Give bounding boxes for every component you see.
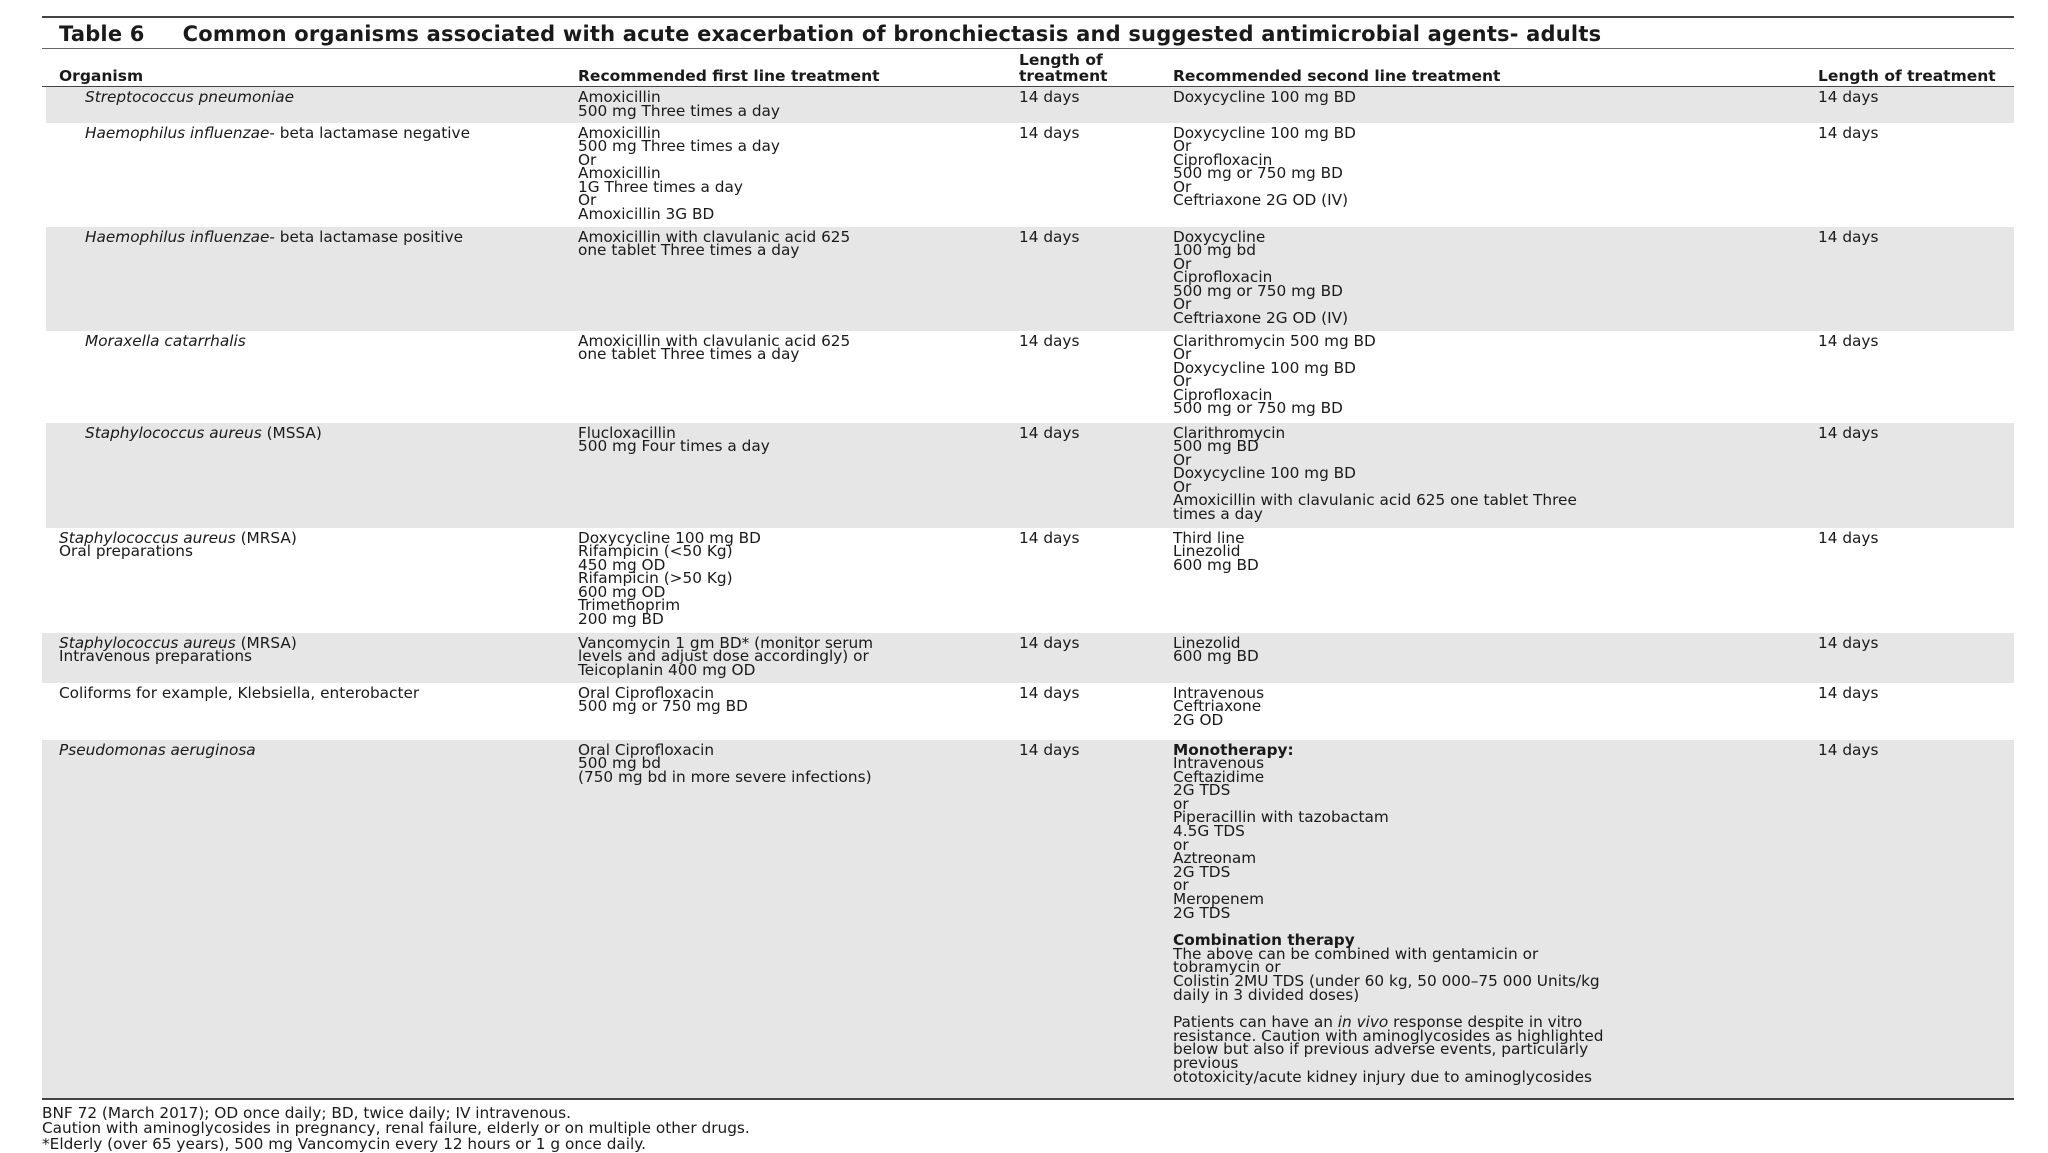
first-line-text: levels and adjust dose accordingly) or — [578, 647, 869, 666]
length-cell: 14 days — [1015, 528, 1169, 633]
second-line-text: Amoxicillin with clavulanic acid 625 one tablet Three — [1173, 491, 1577, 510]
second-line-text: Ciprofloxacin — [1173, 268, 1273, 287]
organism-cell — [42, 87, 574, 123]
organism-cell — [42, 123, 574, 227]
second-line-text: 500 mg or 750 mg BD — [1173, 164, 1343, 183]
second-line-text: Linezolid — [1173, 542, 1241, 561]
table-footnotes — [42, 1100, 2014, 1153]
organism-name: Haemophilus influenzae — [85, 227, 270, 246]
second-line-text: Aztreonam — [1173, 849, 1257, 868]
first-line-text: 500 mg Three times a day — [578, 101, 780, 120]
second-line-text: Doxycycline 100 mg BD — [1173, 123, 1356, 142]
second-line-cell — [1169, 331, 1814, 423]
second-line-text: Intravenous — [1173, 683, 1265, 702]
second-line-text: Intravenous — [1173, 754, 1265, 773]
length-cell: 14 days — [1814, 633, 2014, 683]
organism-name: Staphylococcus aureus — [59, 633, 236, 652]
first-line-text: Amoxicillin with clavulanic acid 625 — [578, 331, 851, 350]
second-line-text: Or — [1173, 372, 1192, 391]
table-row — [42, 633, 2014, 683]
organism-qualifier: (MSSA) — [261, 423, 322, 442]
second-line-text: 2G TDS — [1173, 903, 1231, 922]
first-line-text: Or — [578, 150, 597, 169]
table-caption — [42, 16, 2014, 49]
organism-name: Staphylococcus aureus — [59, 528, 236, 547]
first-line-text: Doxycycline 100 mg BD — [578, 528, 761, 547]
first-line-text: one tablet Three times a day — [578, 345, 800, 364]
second-line-text: Meropenem — [1173, 890, 1265, 909]
organism-subtitle: Oral preparations — [59, 542, 193, 561]
second-line-text: Ceftriaxone 2G OD (IV) — [1173, 309, 1349, 328]
first-line-text: (750 mg bd in more severe infections) — [578, 767, 872, 786]
second-line-text: Or — [1173, 177, 1192, 196]
footnote: Caution with aminoglycosides in pregnancy, renal failure, elderly or on multiple other drugs. — [42, 1119, 750, 1137]
second-line-text: 500 mg or 750 mg BD — [1173, 399, 1343, 418]
table-number: Table 6 — [59, 22, 145, 46]
second-line-text: or — [1173, 835, 1189, 854]
table-row — [42, 87, 2014, 123]
first-line-text: Vancomycin 1 gm BD* (monitor serum — [578, 633, 874, 652]
organism-qualifier: - beta lactamase negative — [269, 123, 470, 142]
first-line-text: Oral Ciprofloxacin — [578, 683, 715, 702]
second-line-text: Ceftriaxone — [1173, 697, 1262, 716]
first-line-text: Rifampicin (<50 Kg) — [578, 542, 733, 561]
organism-name: Pseudomonas aeruginosa — [59, 740, 256, 759]
first-line-cell — [574, 331, 1015, 423]
second-line-cell — [1169, 740, 1814, 1098]
second-line-text: Or — [1173, 254, 1192, 273]
length-cell: 14 days — [1814, 227, 2014, 331]
footnote: BNF 72 (March 2017); OD once daily; BD, twice daily; IV intravenous. — [42, 1103, 571, 1122]
length-cell: 14 days — [1814, 528, 2014, 633]
organism-cell — [42, 423, 574, 528]
second-line-text: resistance. Caution with aminoglycosides as highlighted — [1173, 1026, 1604, 1045]
header-length-1: Length of treatment — [1015, 49, 1169, 87]
header-row — [42, 49, 2014, 87]
length-cell: 14 days — [1015, 423, 1169, 528]
organism-cell — [42, 227, 574, 331]
length-cell: 14 days — [1814, 123, 2014, 227]
second-line-text: tobramycin or — [1173, 958, 1281, 977]
table-row — [42, 423, 2014, 528]
length-cell: 14 days — [1015, 331, 1169, 423]
second-line-text: Doxycycline 100 mg BD — [1173, 358, 1356, 377]
length-cell: 14 days — [1015, 87, 1169, 123]
length-cell: 14 days — [1814, 87, 2014, 123]
first-line-text: one tablet Three times a day — [578, 241, 800, 260]
second-line-text: below but also if previous adverse events, particularly — [1173, 1040, 1589, 1059]
second-line-text: 2G OD — [1173, 710, 1224, 729]
header-second-line: Recommended second line treatment — [1169, 49, 1814, 87]
length-cell: 14 days — [1814, 331, 2014, 423]
first-line-text: Rifampicin (>50 Kg) — [578, 569, 733, 588]
second-line-cell — [1169, 123, 1814, 227]
first-line-text: 200 mg BD — [578, 610, 664, 629]
length-cell: 14 days — [1015, 683, 1169, 740]
table-row — [42, 740, 2014, 1098]
second-line-text: or — [1173, 876, 1189, 895]
organism-name: Haemophilus influenzae — [85, 123, 270, 142]
first-line-text: 600 mg OD — [578, 582, 666, 601]
second-line-text: Or — [1173, 137, 1192, 156]
second-line-text: or — [1173, 794, 1189, 813]
second-line-text: Or — [1173, 295, 1192, 314]
first-line-cell — [574, 683, 1015, 740]
second-line-text: 4.5G TDS — [1173, 822, 1245, 841]
length-cell: 14 days — [1015, 740, 1169, 1098]
second-line-text: 500 mg or 750 mg BD — [1173, 281, 1343, 300]
length-cell: 14 days — [1015, 633, 1169, 683]
first-line-cell — [574, 740, 1015, 1098]
first-line-cell — [574, 633, 1015, 683]
second-line-text: previous — [1173, 1053, 1239, 1072]
second-line-text: Or — [1173, 450, 1192, 469]
note-text: Patients can have an — [1173, 1013, 1338, 1032]
second-line-text: Ciprofloxacin — [1173, 385, 1273, 404]
footnote: *Elderly (over 65 years), 500 mg Vancomycin every 12 hours or 1 g once daily. — [42, 1134, 647, 1153]
second-line-text: 500 mg BD — [1173, 437, 1259, 456]
second-line-text: 600 mg BD — [1173, 647, 1259, 666]
second-line-text: Clarithromycin 500 mg BD — [1173, 331, 1376, 350]
first-line-text: Amoxicillin — [578, 123, 661, 142]
second-line-text: 2G TDS — [1173, 862, 1231, 881]
second-line-text: Colistin 2MU TDS (under 60 kg, 50 000–75 000 Units/kg — [1173, 972, 1600, 990]
second-line-text: Third line — [1173, 528, 1245, 547]
table-title: Common organisms associated with acute exacerbation of bronchiectasis and suggested antimicrobial agents- adults — [182, 22, 1602, 46]
second-line-text: Ceftazidime — [1173, 767, 1265, 786]
organism-cell — [42, 633, 574, 683]
organism-cell — [42, 683, 574, 740]
first-line-text: 500 mg or 750 mg BD — [578, 697, 748, 716]
length-cell: 14 days — [1015, 227, 1169, 331]
second-line-text: daily in 3 divided doses) — [1173, 985, 1360, 1004]
second-line-cell — [1169, 87, 1814, 123]
organism-cell — [42, 331, 574, 423]
first-line-text: Teicoplanin 400 mg OD — [578, 660, 756, 679]
antimicrobial-table — [42, 49, 2014, 1098]
first-line-cell — [574, 123, 1015, 227]
length-cell: 14 days — [1814, 740, 2014, 1098]
monotherapy-heading: Monotherapy: — [1173, 740, 1294, 759]
second-line-cell — [1169, 423, 1814, 528]
note-text: response despite in vitro — [1388, 1013, 1583, 1032]
note-italic-text: in vivo — [1337, 1013, 1389, 1032]
second-line-cell — [1169, 227, 1814, 331]
organism-name: Staphylococcus aureus — [85, 423, 262, 442]
organism-subtitle: Intravenous preparations — [59, 647, 253, 666]
second-line-text: Doxycycline 100 mg BD — [1173, 464, 1356, 483]
table-row — [42, 528, 2014, 633]
second-line-text: 2G TDS — [1173, 781, 1231, 800]
header-organism: Organism — [42, 49, 574, 87]
first-line-text: Or — [578, 191, 597, 210]
second-line-text: Linezolid — [1173, 633, 1241, 652]
organism-qualifier: (MRSA) — [235, 633, 297, 652]
length-cell: 14 days — [1814, 423, 2014, 528]
second-line-text: Ceftriaxone 2G OD (IV) — [1173, 191, 1349, 210]
first-line-text: 1G Three times a day — [578, 177, 743, 196]
organism-qualifier: (MRSA) — [235, 528, 297, 547]
second-line-text: Or — [1173, 345, 1192, 364]
first-line-text: Oral Ciprofloxacin — [578, 740, 715, 759]
header-first-line: Recommended first line treatment — [574, 49, 1015, 87]
second-line-text: Clarithromycin — [1173, 423, 1286, 442]
table-row — [42, 227, 2014, 331]
organism-name: Moraxella catarrhalis — [85, 331, 246, 350]
length-cell: 14 days — [1015, 123, 1169, 227]
table-row — [42, 123, 2014, 227]
table-row — [42, 683, 2014, 740]
first-line-text: Amoxicillin 3G BD — [578, 205, 715, 224]
length-cell: 14 days — [1814, 683, 2014, 740]
second-line-cell — [1169, 528, 1814, 633]
second-line-text: ototoxicity/acute kidney injury due to aminoglycosides — [1173, 1067, 1593, 1086]
second-line-text: Doxycycline — [1173, 227, 1266, 246]
second-line-text: Doxycycline 100 mg BD — [1173, 88, 1356, 106]
document-page — [42, 16, 2014, 1152]
second-line-text: 600 mg BD — [1173, 555, 1259, 574]
second-line-text: The above can be combined with gentamicin or — [1173, 944, 1539, 963]
combination-heading: Combination therapy — [1173, 931, 1355, 950]
first-line-text: 500 mg Four times a day — [578, 437, 770, 456]
header-length-2: Length of treatment — [1814, 49, 2014, 87]
first-line-text: 500 mg bd — [578, 754, 661, 773]
organism-cell — [42, 740, 574, 1098]
first-line-cell — [574, 528, 1015, 633]
second-line-text: Or — [1173, 477, 1192, 496]
first-line-text: Amoxicillin — [578, 88, 661, 106]
first-line-text: 450 mg OD — [578, 555, 666, 574]
second-line-text: Ciprofloxacin — [1173, 150, 1273, 169]
organism-name: Streptococcus pneumoniae — [85, 88, 295, 106]
first-line-cell — [574, 423, 1015, 528]
second-line-text: 100 mg bd — [1173, 241, 1256, 260]
first-line-cell — [574, 87, 1015, 123]
organism-name: Coliforms for example, Klebsiella, enterobacter — [59, 683, 420, 702]
table-row — [42, 331, 2014, 423]
second-line-text: Piperacillin with tazobactam — [1173, 808, 1389, 827]
first-line-text: Trimethoprim — [578, 596, 681, 615]
first-line-text: Flucloxacillin — [578, 423, 676, 442]
second-line-cell — [1169, 633, 1814, 683]
organism-cell — [42, 528, 574, 633]
first-line-text: Amoxicillin — [578, 164, 661, 183]
second-line-text: times a day — [1173, 505, 1263, 524]
first-line-cell — [574, 227, 1015, 331]
second-line-cell — [1169, 683, 1814, 740]
first-line-text: 500 mg Three times a day — [578, 137, 780, 156]
organism-qualifier: - beta lactamase positive — [269, 227, 464, 246]
first-line-text: Amoxicillin with clavulanic acid 625 — [578, 227, 851, 246]
